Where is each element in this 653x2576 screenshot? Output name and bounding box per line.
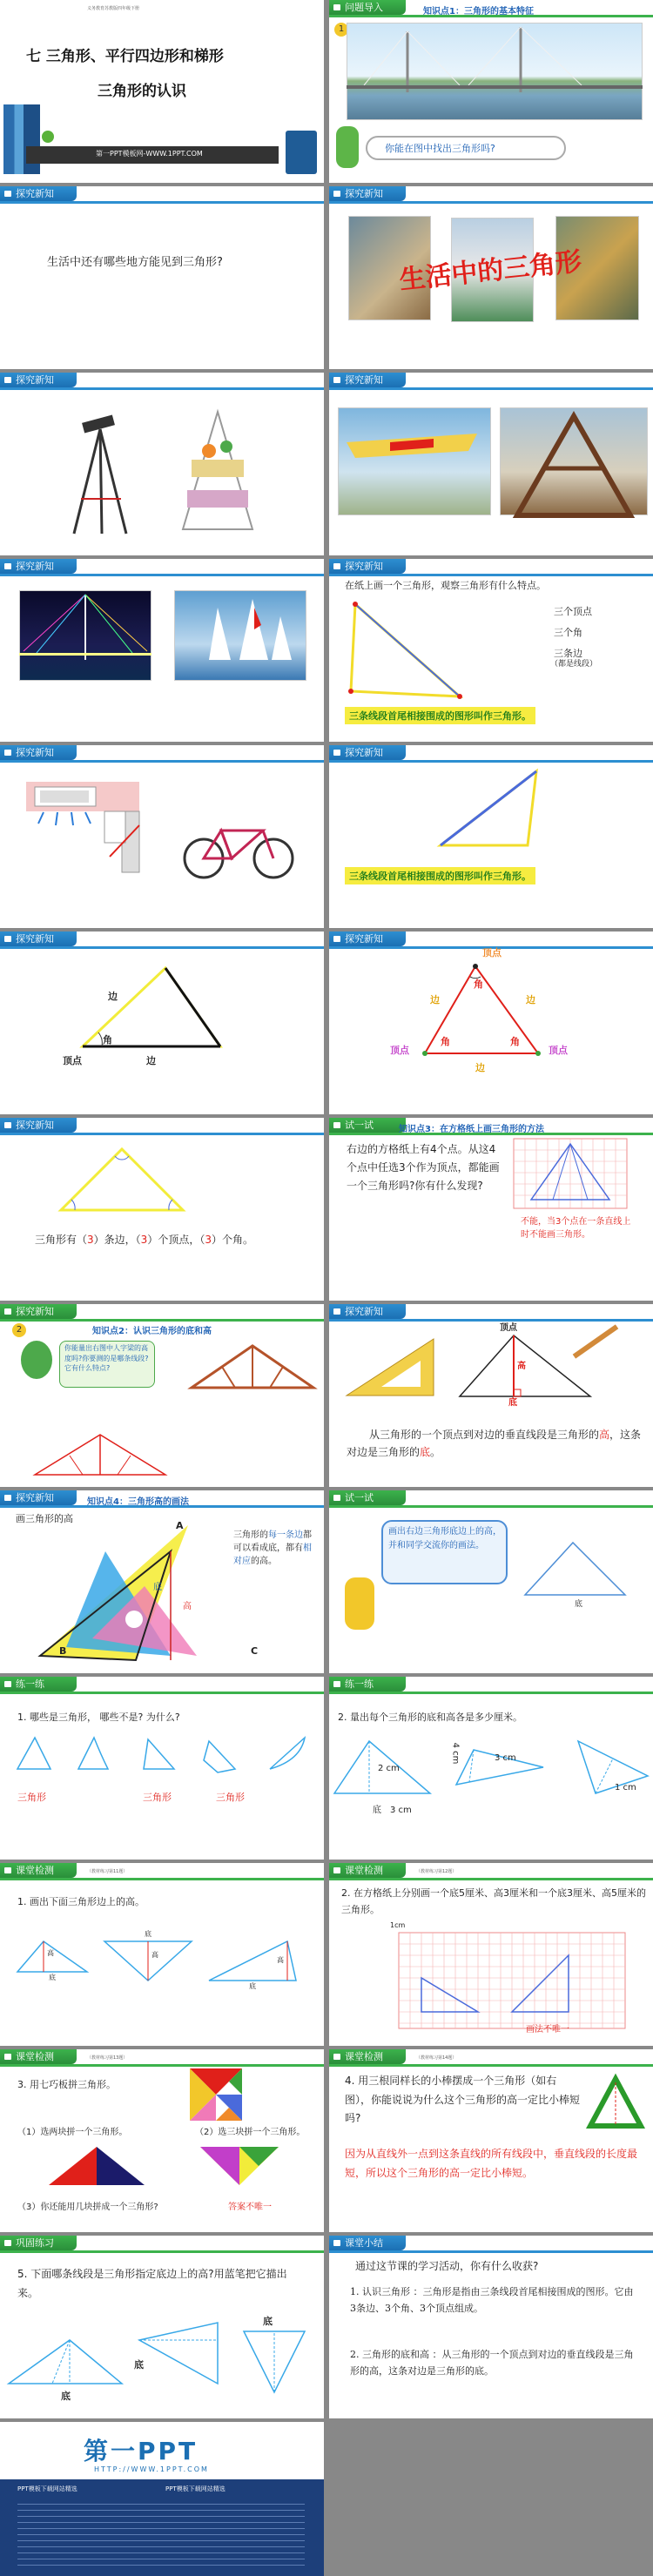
height-2: 高 [151, 1951, 158, 1959]
knowledge-point: 知识点4：三角形高的画法 [87, 1497, 189, 1507]
slide-22[interactable] [329, 1863, 653, 2046]
sails [174, 590, 306, 681]
lesson-title: 三角形的认识 [98, 83, 186, 100]
section-tag: 试一试 [329, 1118, 406, 1133]
question-text: 你能在图中找出三角形吗? [385, 143, 495, 154]
section-tag: 课堂检测 [329, 1863, 406, 1878]
roof-truss [192, 1342, 313, 1395]
knowledge-point: 知识点2：认识三角形的底和高 [92, 1327, 212, 1336]
yellow-triangle [61, 1149, 192, 1214]
top-small: 义务教育苏教版四年级下册 [87, 6, 140, 11]
section-tag: 巩固练习 [0, 2236, 77, 2250]
base-label: 底 [508, 1398, 517, 1408]
shape-options [17, 1734, 313, 1778]
answer-3: 三角形 [216, 1792, 245, 1803]
right-caption: 三角形的每一条边都可以看成底，都有相对应的高。 [233, 1530, 312, 1566]
sub-question-1: （1）选两块拼一个三角形。 [17, 2128, 128, 2137]
exercise-source: （教材练习第12题） [416, 1869, 457, 1874]
section-tag: 探究新知 [0, 1490, 77, 1505]
base-3: 底 [249, 1982, 256, 1990]
feature-note: （都是线段） [550, 660, 598, 669]
edge-right: 边 [526, 994, 535, 1006]
exercise-source: （教材练习第14题） [416, 2055, 457, 2061]
section-tag: 课堂检测 [0, 1863, 77, 1878]
bubble-text: 你能量出右图中人字梁的高度吗?你要测的是哪条线段?它有什么特点? [64, 1344, 149, 1373]
section-tag: 课堂检测 [0, 2049, 77, 2064]
fill-in-sentence: 三角形有（3）条边，（3）个顶点，（3）个角。 [35, 1234, 253, 1246]
vertex-a: A [176, 1520, 184, 1531]
answer-1: 三角形 [17, 1792, 46, 1803]
sub-question-3: （3）你还能用几块拼成一个三角形? [17, 2203, 158, 2212]
slide-5[interactable] [0, 373, 324, 555]
slide-3[interactable] [0, 186, 324, 369]
section-tag: 练一练 [0, 1677, 77, 1692]
slide-title[interactable] [0, 0, 324, 183]
label-vertex: 顶点 [63, 1055, 82, 1066]
number-badge-icon: 1 [334, 23, 348, 37]
question-text: 5. 下面哪条线段是三角形指定底边上的高?用蓝笔把它描出来。 [17, 2268, 287, 2299]
section-tag: 探究新知 [0, 559, 77, 574]
measure-b2: 3 cm [495, 1753, 516, 1763]
roof-diagram [35, 1431, 165, 1479]
tower-frame [500, 407, 648, 515]
question-text: 2. 量出每个三角形的底和高各是多少厘米。 [338, 1712, 522, 1723]
vertex-left: 顶点 [390, 1045, 409, 1056]
section-tag: 练一练 [329, 1677, 406, 1692]
sub-question-2: （2）选三块拼一个三角形。 [195, 2128, 306, 2137]
exercise-source: （教材练习第11题） [87, 1869, 128, 1874]
question-text: 1. 哪些是三角形， 哪些不是? 为什么? [17, 1712, 180, 1723]
vertex-top: 顶点 [482, 947, 502, 958]
tangram-answer-2 [200, 2147, 279, 2186]
section-tag: 探究新知 [329, 1304, 406, 1319]
answer-2: 三角形 [143, 1792, 172, 1803]
measure-b1: 3 cm [390, 1806, 412, 1815]
slide-9[interactable] [0, 745, 324, 928]
height-1: 高 [47, 1949, 54, 1957]
chapter-title: 七 三角形、平行四边形和梯形 [26, 48, 224, 65]
label-angle: 角 [103, 1034, 112, 1046]
answer-text: 因为从直线外一点到这条直线的所有线段中，垂直线段的长度最短，所以这个三角形的高一定比小棒短。 [345, 2148, 638, 2179]
answer-text: 答案不唯一 [228, 2203, 272, 2212]
tangram-answer-1 [49, 2147, 145, 2186]
angle-right: 角 [510, 1036, 520, 1047]
question-text: 2. 在方格纸上分别画一个底5厘米、高3厘米和一个底3厘米、高5厘米的三角形。 [341, 1887, 646, 1915]
slide-ad[interactable] [0, 2422, 324, 2576]
tangram-square [190, 2068, 242, 2121]
ad-right-heading: PPT模板下载网站精选 [165, 2485, 226, 2492]
base-3: 底 [263, 2316, 273, 2327]
section-tag: 探究新知 [0, 932, 77, 946]
slide-25[interactable] [0, 2236, 324, 2418]
grid-paper [399, 1933, 643, 2028]
height-drawing [40, 1517, 232, 1665]
section-tag: 课堂检测 [329, 2049, 406, 2064]
section-tag: 探究新知 [0, 1304, 77, 1319]
question-text: 3. 用七巧板拼三角形。 [17, 2079, 116, 2090]
slide-17[interactable] [0, 1490, 324, 1673]
section-tag: 探究新知 [0, 745, 77, 760]
slide-16[interactable] [329, 1304, 653, 1487]
label-base: 底 [153, 1583, 162, 1592]
footer-url[interactable]: 第一PPT模板网-WWW.1PPT.COM [96, 150, 203, 158]
dot-grid [514, 1139, 627, 1208]
base-2: 底 [145, 1930, 151, 1938]
slide-13[interactable] [0, 1118, 324, 1301]
answer-sides: 3 [87, 1234, 94, 1246]
label-side-bottom: 边 [146, 1055, 156, 1066]
exercise-text: 右边的方格纸上有4个点。从这4个点中任选3个作为顶点，都能画一个三角形吗?你有什么发现? [347, 1143, 500, 1192]
ppt-url[interactable]: HTTP://WWW.1PPT.COM [94, 2465, 209, 2473]
book-icon [286, 131, 317, 174]
height-label: 高 [517, 1362, 526, 1371]
blue-yellow-triangle [441, 771, 545, 850]
edge-bottom: 边 [475, 1062, 485, 1073]
slide-6[interactable] [329, 373, 653, 555]
bridge-cables [347, 23, 643, 120]
label-side: 边 [108, 991, 118, 1002]
set-square [347, 1339, 451, 1400]
apple-icon [42, 131, 54, 143]
answer-text: 不能，当3个点在一条直线上时不能画三角形。 [521, 1217, 631, 1240]
summary-point-2: 2. 三角形的底和高 ：从三角形的一个顶点到对边的垂直线段是三角形的高，这条对边是三角形的底。 [350, 2349, 634, 2377]
slide-7[interactable] [0, 559, 324, 742]
vertex-c: C [251, 1645, 259, 1657]
answer-text: 画法不唯一 [526, 2025, 569, 2035]
height-3: 高 [277, 1956, 284, 1964]
measure-h1: 2 cm [378, 1764, 400, 1773]
edge-left: 边 [430, 994, 440, 1006]
air-conditioner-icon [26, 773, 174, 878]
frog-icon [336, 126, 359, 168]
number-badge-icon: 2 [12, 1323, 26, 1337]
definition-box: 三条线段首尾相接围成的图形叫作三角形。 [345, 867, 535, 884]
slide-2[interactable] [329, 0, 653, 183]
feature-vertices: 三个顶点 [554, 606, 592, 617]
slide-11[interactable] [0, 932, 324, 1114]
ad-link-lines [17, 2499, 305, 2568]
triangle-drawing [347, 594, 521, 716]
section-tag: 试一试 [329, 1490, 406, 1505]
definition-box: 三条线段首尾相接围成的图形叫作三角形。 [345, 707, 535, 724]
question-text: 1. 画出下面三角形边上的高。 [17, 1896, 145, 1907]
angle-top: 角 [474, 979, 483, 990]
bubble-text: 画出右边三角形底边上的高，并和同学交流你的画法。 [388, 1527, 502, 1550]
section-tag: 问题导入 [329, 0, 406, 15]
slide-26[interactable] [329, 2236, 653, 2418]
exercise-source: （教材练习第13题） [87, 2055, 128, 2061]
section-tag: 探究新知 [329, 186, 406, 201]
section-tag: 探究新知 [0, 373, 77, 387]
slide-19[interactable] [0, 1677, 324, 1860]
base-label: 底 [575, 1600, 583, 1609]
feature-angles: 三个角 [554, 627, 582, 638]
slide-15[interactable] [0, 1304, 324, 1487]
section-tag: 探究新知 [329, 373, 406, 387]
slide-8[interactable] [329, 559, 653, 742]
section-tag: 课堂小结 [329, 2236, 406, 2250]
vertex-label: 顶点 [500, 1323, 517, 1333]
section-tag: 探究新知 [329, 559, 406, 574]
glider-wing [338, 407, 491, 515]
slide-12[interactable] [329, 932, 653, 1114]
question-text: 通过这节课的学习活动，你有什么收获? [355, 2260, 539, 2272]
exercise-triangle [525, 1543, 629, 1604]
left-caption: 画三角形的高 [16, 1513, 73, 1524]
vertex-b: B [59, 1645, 67, 1657]
base-label: 底 [373, 1806, 381, 1815]
slide-18[interactable] [329, 1490, 653, 1673]
slide-10[interactable] [329, 745, 653, 928]
unit-label: 1cm [390, 1921, 406, 1929]
measure-h2: 4 cm [450, 1742, 461, 1765]
book-stack-icon [3, 104, 40, 174]
answer-angles: 3 [205, 1234, 212, 1246]
section-tag: 探究新知 [329, 745, 406, 760]
calligraphy-title: 生活中的三角形 [398, 246, 583, 296]
kid-icon [345, 1577, 374, 1630]
camera-tripod-photo [65, 403, 135, 542]
base-1: 底 [49, 1974, 56, 1981]
base-2: 底 [134, 2359, 144, 2371]
slide-20[interactable] [329, 1677, 653, 1860]
height-definition: 从三角形的一个顶点到对边的垂直线段是三角形的高，这条对边是三角形的底。 [347, 1429, 642, 1459]
measure-h3: 1 cm [615, 1783, 636, 1792]
angle-left: 角 [441, 1036, 450, 1047]
height-triangles [17, 1933, 313, 1994]
triangle-with-height [460, 1335, 590, 1431]
empty-cell [329, 2422, 653, 2576]
question-text: 4. 用三根同样长的小棒摆成一个三角形（如右图），你能说说为什么这个三角形的高一定比小棒短吗? [345, 2075, 581, 2125]
answer-vertices: 3 [140, 1234, 148, 1246]
ppt-logo: 第一PPT [84, 2437, 199, 2465]
bicycle-icon [183, 806, 296, 884]
stick-triangle [587, 2075, 644, 2129]
height-choice-triangles [9, 2314, 305, 2397]
base-1: 底 [61, 2391, 71, 2402]
section-tag: 探究新知 [0, 1118, 77, 1133]
knowledge-point: 知识点1：三角形的基本特征 [423, 7, 534, 17]
slide-14[interactable] [329, 1118, 653, 1301]
slide-23[interactable] [0, 2049, 324, 2232]
vertex-right: 顶点 [549, 1045, 568, 1056]
summary-point-1: 1. 认识三角形 ：三角形是指由三条线段首尾相接围成的图形。它由3条边、3个角、3个顶点组成。 [350, 2286, 634, 2314]
knowledge-point: 知识点3：在方格纸上画三角形的方法 [399, 1125, 544, 1134]
section-tag: 探究新知 [0, 186, 77, 201]
slide-21[interactable] [0, 1863, 324, 2046]
section-tag: 探究新知 [329, 932, 406, 946]
feature-sides: 三条边 [554, 648, 582, 659]
tree-icon [21, 1341, 52, 1379]
shelf-stand-photo [174, 407, 261, 538]
night-bridge-cables [19, 590, 151, 681]
slide-24[interactable] [329, 2049, 653, 2232]
label-height: 高 [183, 1602, 192, 1611]
slide-4[interactable] [329, 186, 653, 369]
ad-left-heading: PPT模板下载网站精选 [17, 2485, 77, 2492]
intro-text: 在纸上画一个三角形，观察三角形有什么特点。 [345, 580, 546, 591]
question-text: 生活中还有哪些地方能见到三角形? [47, 256, 223, 269]
